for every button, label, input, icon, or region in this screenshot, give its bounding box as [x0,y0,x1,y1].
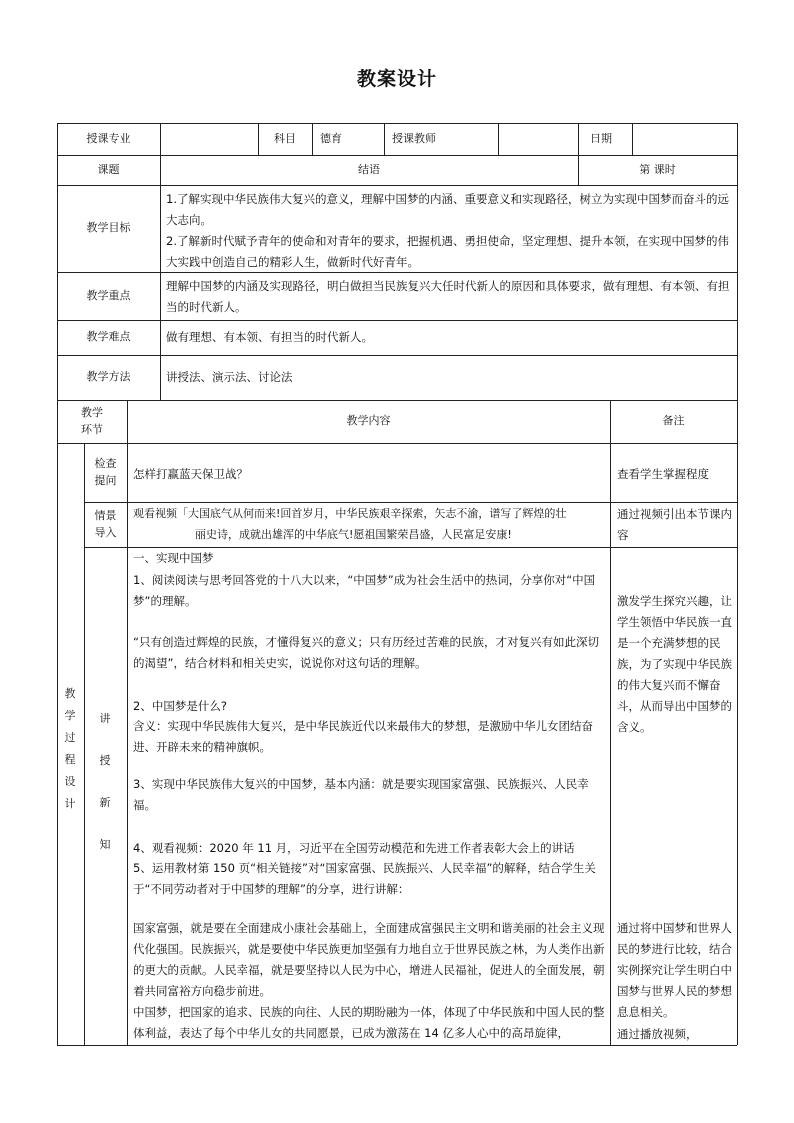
topic-label: 课题 [97,162,120,176]
side-char-5: 设 [64,775,76,788]
intro-label [84,502,127,547]
lecture-char-3: 新 [99,796,111,809]
lecture-char-4: 知 [99,838,111,851]
date-label: 日期 [590,131,612,145]
lecture-paragraph-4: 含义：实现中华民族伟大复兴，是中华民族近代以来最伟大的梦想，是激励中华儿女团结奋进、开辟未来的精神旗帜。 [133,719,593,754]
section-header-label [57,400,127,443]
side-char-2: 学 [64,709,76,722]
check-label-line-2: 提问 [94,473,117,487]
major-value [160,123,258,155]
major-label: 授课专业 [86,131,131,145]
lecture-paragraph-3: 2、中国梦是什么? [133,699,227,713]
key-points-text: 理解中国梦的内涵及实现路径，明白做担当民族复兴大任时代新人的原因和具体要求，做有理想、有本领、有担当的时代新人。 [166,279,730,314]
methods-label: 教学方法 [86,370,131,384]
lecture-char-1: 讲 [99,712,111,725]
lecture-paragraph-5: 3、实现中华民族伟大复兴的中国梦，基本内涵：就是要实现国家富强、民族振兴、人民幸福。 [133,777,589,812]
lecture-paragraph-2: “只有创造过辉煌的民族，才懂得复兴的意义；只有历经过苦难的民族，才对复兴有如此深切的渴望”，结合材料和相关史实，说说你对这句话的理解。 [133,635,599,670]
difficulties-text: 做有理想、有本领、有担当的时代新人。 [166,330,373,344]
intro-line-1: 观看视频「大国底气从何而来!回首岁月，中华民族艰辛探索，矢志不渝，谱写了辉煌的壮 [133,507,567,520]
subject-value: 德育 [320,131,342,145]
side-char-1: 教 [64,687,76,700]
date-value [632,123,737,155]
subject-label: 科目 [274,131,296,145]
goals-item-2: 2.了解新时代赋予青年的使命和对青年的要求，把握机遇、勇担使命，坚定理想、提升本领，在实现中国梦的伟大实践中创造自己的精彩人生，做新时代好青年。 [166,234,729,269]
side-char-4: 程 [64,753,76,766]
check-note: 查看学生掌握程度 [617,467,709,481]
content-header-label: 教学内容 [346,414,391,428]
period-label: 第 课时 [639,162,676,176]
difficulties-label: 教学难点 [86,330,131,344]
lecture-char-2: 授 [99,754,111,767]
process-side-label [57,683,84,815]
lecture-paragraph-8: 国家富强，就是要在全面建成小康社会基础上，全面建成富强民主文明和谐美丽的社会主义现代化强国。民族振兴，就是要使中华民族更加坚强有力地自立于世界民族之林，为人类作出新的更大的贡献。人民幸福，就是要坚持以人民为中心，增进人民福祉，促进人的全面发展，朝着共同富裕方向稳步前进。 [133,921,605,998]
side-char-6: 计 [64,797,76,810]
lecture-paragraph-1: 1、阅读阅读与思考回答党的十八大以来，“中国梦”成为社会生活中的热词，分享你对“中国梦”的理解。 [133,573,596,608]
check-content: 怎样打赢蓝天保卫战？ [133,467,248,481]
lecture-heading: 一、实现中国梦 [133,551,214,565]
goals-item-1: 1.了解实现中华民族伟大复兴的意义，理解中国梦的内涵、重要意义和实现路径，树立为实现中国梦而奋斗的远大志向。 [166,192,729,227]
check-label [84,443,127,502]
notes-header-label: 备注 [662,414,685,428]
teacher-value [498,123,578,155]
lecture-paragraph-9: 中国梦，把国家的追求、民族的向往、人民的期盼融为一体，体现了中华民族和中国人民的整体利益，表达了每个中华儿女的共同愿景，已成为激荡在 14 亿多人心中的高昂旋律， [133,1005,605,1040]
lecture-paragraph-6: 4、观看视频：2020 年 11 月，习近平在全国劳动模范和先进工作者表彰大会上的讲话 [133,841,575,855]
methods-text: 讲授法、演示法、讨论法 [166,370,293,384]
page-title: 教案设计 [356,68,437,90]
lecture-note-2: 通过将中国梦和世界人民的梦进行比较，结合实例探究让学生明白中国梦与世界人民的梦想息息相关。 [617,921,732,1019]
intro-line-2: 丽史诗，成就出雄浑的中华底气!愿祖国繁荣昌盛，人民富足安康! [195,528,512,541]
side-char-3: 过 [64,731,76,744]
check-label-line-1: 检查 [94,457,117,470]
topic-value: 结语 [358,162,380,176]
teacher-label: 授课教师 [392,131,436,145]
lecture-paragraph-7: 5、运用教材第 150 页“相关链接”对“国家富强、民族振兴、人民幸福”的解释，结合学生关于“不同劳动者对于中国梦的理解”的分享，进行讲解： [133,861,596,896]
goals-label: 教学目标 [86,221,131,235]
intro-label-line-2: 导入 [94,525,117,539]
lecture-note-1: 激发学生探究兴趣，让学生领悟中华民族一直是一个充满梦想的民族，为了实现中华民族的伟大复兴而不懈奋斗，从而导出中国梦的含义。 [617,594,732,734]
lecture-note-3: 通过播放视频， [617,1027,698,1041]
lecture-label [84,710,127,852]
intro-label-line-1: 情景 [94,509,117,522]
key-points-label: 教学重点 [86,288,131,302]
intro-note: 通过视频引出本节课内容 [617,507,732,542]
section-header-line-2: 环节 [81,422,103,436]
section-header-line-1: 教学 [81,406,103,419]
